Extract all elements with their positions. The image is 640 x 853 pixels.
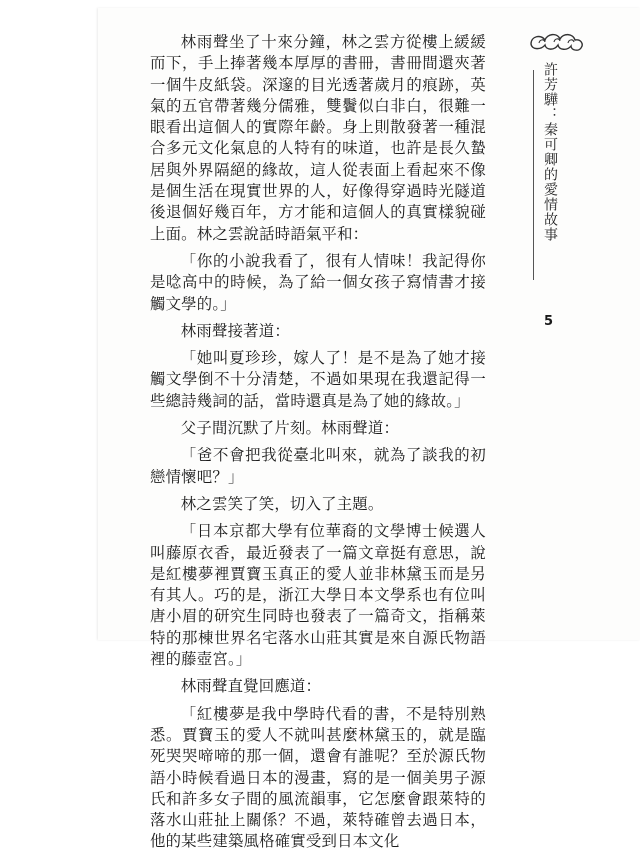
cloud-ornament-icon [527, 28, 585, 56]
side-rule [533, 70, 534, 280]
paragraph: 「日本京都大學有位華裔的文學博士候選人叫藤原衣香，最近發表了一篇文章挺有意思，說是紅樓夢裡賈寶玉真正的愛人並非林黛玉而是另有其人。巧的是，浙江大學日本文學系也有位叫唐小眉的研究生同時也發表了一篇奇文，指稱萊特的那棟世界名宅落水山莊其實是來自源氏物語裡的藤壺宮。」 [150, 522, 486, 669]
paragraph: 林之雲笑了笑，切入了主題。 [180, 494, 384, 513]
paragraph: 「你的小說我看了，很有人情味！我記得你是唸高中的時候，為了給一個女孩子寫情書才接觸文學的。」 [150, 251, 486, 313]
page-number: 5 [544, 314, 554, 329]
paragraph: 「爸不會把我從臺北叫來，就為了談我的初戀情懷吧？」 [150, 446, 486, 486]
paragraph: 「紅樓夢是我中學時代看的書，不是特別熟悉。賈寶玉的愛人不就叫甚麼林黛玉的，就是臨死哭哭啼啼的那一個，還會有誰呢？至於源氏物語小時候看過日本的漫畫，寫的是一個美男子源氏和許多女子間的風流韻事，它怎麼會跟萊特的落水山莊扯上關係？不過，萊特確曾去過日本，他的某些建築風格確實受到日本文化 [150, 704, 486, 851]
running-title: 許芳驊：秦可卿的愛情故事 [542, 62, 558, 242]
body-text [150, 32, 486, 853]
paragraph: 林雨聲接著道： [180, 321, 290, 340]
paragraph: 林雨聲坐了十來分鐘，林之雲方從樓上緩緩而下，手上捧著幾本厚厚的書冊，書冊間還夾著一個牛皮紙袋。深邃的目光透著歲月的痕跡，英氣的五官帶著幾分儒雅，雙鬢似白非白，很難一眼看出這個人的實際年齡。身上則散發著一種混合多元文化氣息的人特有的味道，也許是長久蟄居與外界隔絕的緣故，這人從表面上看起來不像是個生活在現實世界的人，好像得穿過時光隧道後退個好幾百年，方才能和這個人的真實樣貌碰上面。林之雲說話時語氣平和： [150, 33, 486, 243]
paragraph: 林雨聲直覺回應道： [180, 677, 322, 696]
paragraph: 「她叫夏珍珍，嫁人了！是不是為了她才接觸文學倒不十分清楚，不過如果現在我還記得一些總詩幾詞的話，當時還真是為了她的緣故。」 [150, 349, 486, 410]
paragraph: 父子間沉默了片刻。林雨聲道： [180, 419, 400, 438]
